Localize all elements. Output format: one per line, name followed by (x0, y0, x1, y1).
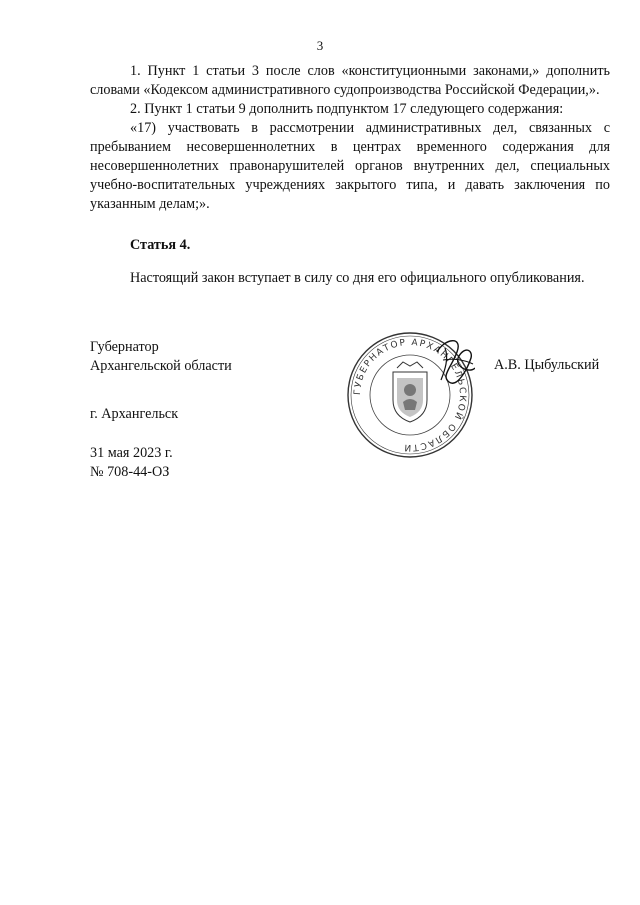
law-effective-text (90, 269, 610, 288)
signatory-title (90, 338, 232, 376)
signatory-title-line-2: Архангельской области (90, 358, 232, 374)
paragraph-1: 1. Пункт 1 статьи 3 после слов «конституционными законами,» дополнить словами «Кодексом административного судопроизводства Российской Федерации,». (90, 63, 610, 98)
law-paragraph: Настоящий закон вступает в силу со дня его официального опубликования. (130, 270, 585, 286)
official-seal-icon (345, 330, 475, 460)
article-heading: Статья 4. (130, 237, 191, 253)
signatory-name: А.В. Цыбульский (494, 357, 600, 373)
page-number: 3 (316, 38, 324, 53)
signing-date: 31 мая 2023 г. (90, 445, 173, 461)
amendment-text (90, 62, 610, 214)
paragraph-2: 2. Пункт 1 статьи 9 дополнить подпунктом 17 следующего содержания: (130, 101, 564, 117)
signing-city: г. Архангельск (90, 406, 179, 422)
law-number: № 708-44-ОЗ (90, 464, 170, 480)
seal-text: ГУБЕРНАТОР АРХАНГЕЛЬСКОЙ ОБЛАСТИ (352, 337, 468, 453)
signatory-title-line-1: Губернатор (90, 339, 159, 355)
paragraph-3: «17) участвовать в рассмотрении административных дел, связанных с пребыванием несовершеннолетних в центрах временного содержания для несовершеннолетних правонарушителей органов внутренних дел, специальных учебно-воспитательных учреждениях закрытого типа, и давать заключения по указанным делам;». (90, 120, 610, 212)
